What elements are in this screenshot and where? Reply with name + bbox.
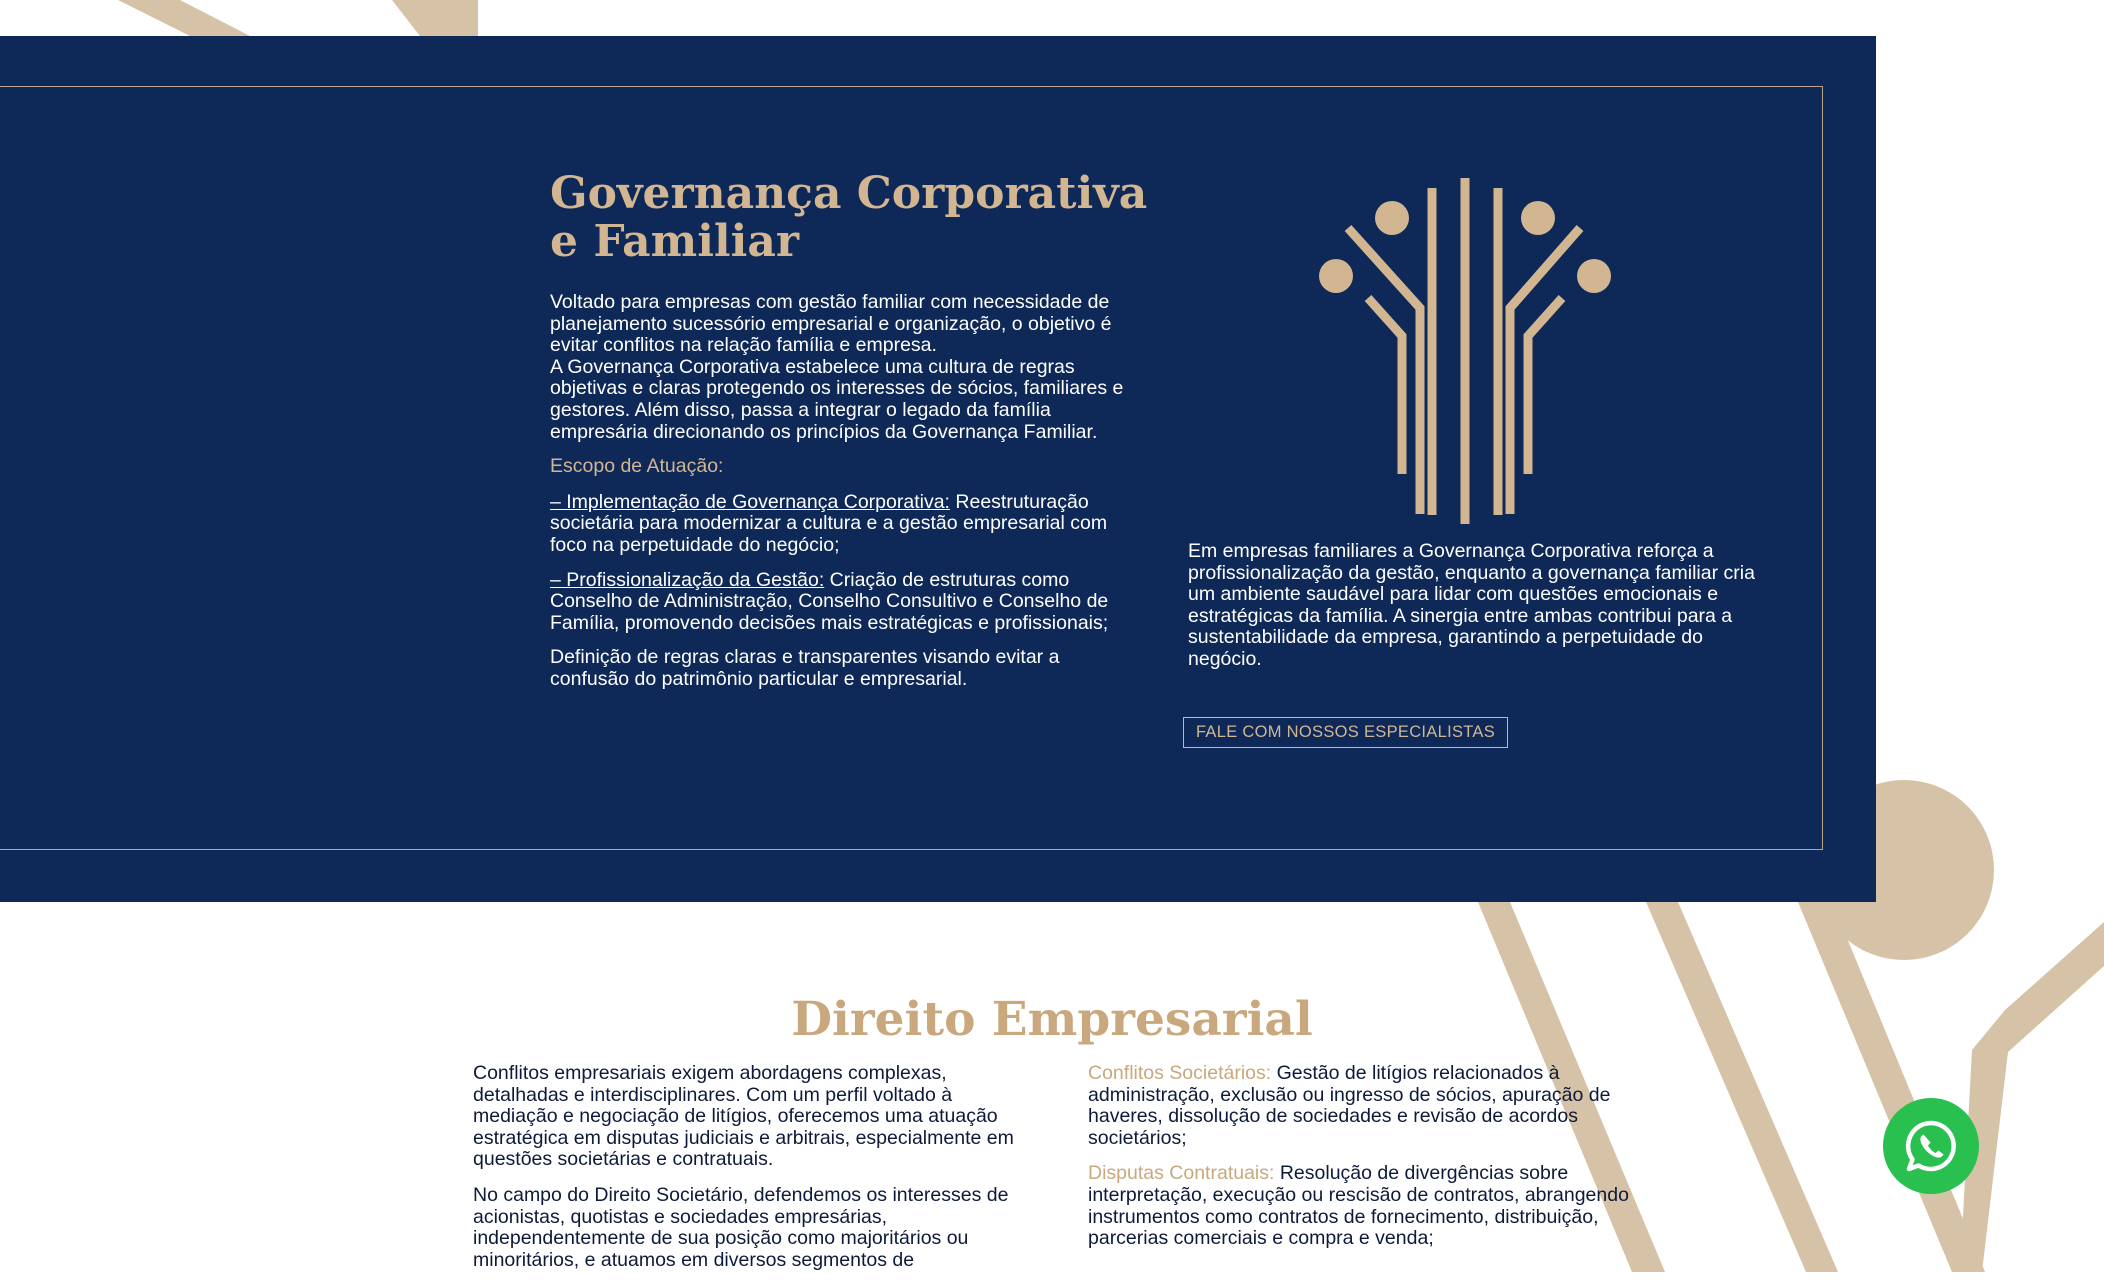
governance-text-column: [550, 292, 1125, 704]
scope-label: Escopo de Atuação:: [550, 455, 724, 478]
governance-title-line1: Governança Corporativa: [550, 168, 1148, 219]
scope-item-management-professionalization: [550, 570, 1125, 635]
practice-item-contract-disputes: [1088, 1163, 1648, 1249]
practice-item-heading: Disputas Contratuais:: [1088, 1162, 1275, 1185]
direito-empresarial-title: Direito Empresarial: [791, 992, 1313, 1047]
governance-intro: [550, 292, 1125, 443]
direito-empresarial-paragraph-2: No campo do Direito Societário, defendemos os interesses de acionistas, quotistas e sociedades empresárias, independentemente de sua posição como majoritários ou minoritários, e atuamos em diversos segmentos de: [473, 1183, 1009, 1271]
whatsapp-button[interactable]: [1883, 1098, 1979, 1194]
governance-title: [550, 170, 1190, 266]
practice-item-corporate-disputes: [1088, 1063, 1648, 1149]
talk-to-specialists-button[interactable]: FALE COM NOSSOS ESPECIALISTAS: [1183, 717, 1508, 748]
scope-item-heading: – Profissionalização da Gestão:: [550, 568, 825, 591]
governance-title-line2: e Familiar: [550, 216, 800, 267]
top-left-diagonal-stripes: [118, 0, 478, 36]
practice-item-text: Resolução de divergências sobre interpretação, execução ou rescisão de contratos, abrangendo instrumentos como contratos de fornecimento, distribuição, parcerias comerciais e compra e venda;: [1088, 1162, 1629, 1250]
governance-right-paragraph: Em empresas familiares a Governança Corporativa reforça a profissionalização da gestão, enquanto a governança familiar cria um ambiente saudável para lidar com questões emocionais e estratégicas da família. A sinergia entre ambas contribui para a sustentabilidade da empresa, garantindo a perpetuidade do negócio.: [1188, 540, 1755, 670]
whatsapp-icon: [1901, 1116, 1961, 1176]
scope-item-text: Reestruturação societária para modernizar a cultura e a gestão empresarial com foco na perpetuidade do negócio;: [550, 490, 1108, 556]
scope-item-heading: – Implementação de Governança Corporativa:: [550, 490, 950, 513]
direito-empresarial-left-column: [473, 1063, 1018, 1285]
practice-item-text: Gestão de litígios relacionados à administração, exclusão ou ingresso de sócios, apuração de haveres, dissolução de sociedades e revisão de acordos societários;: [1088, 1062, 1611, 1149]
direito-empresarial-paragraph-1: Conflitos empresariais exigem abordagens complexas, detalhadas e interdisciplinares. Com um perfil voltado à mediação e negociação de litígios, oferecemos uma atuação estratégica em disputas judiciais e arbitrais, especialmente em questões societárias e contratuais.: [473, 1062, 1014, 1171]
governance-intro-1: Voltado para empresas com gestão familiar com necessidade de planejamento sucessório empresarial e organização, o objetivo é evitar conflitos na relação família e empresa.: [550, 291, 1112, 357]
scope-item-text: Criação de estruturas como Conselho de Administração, Conselho Consultivo e Conselho de Família, promovendo decisões mais estratégicas e profissionais;: [550, 568, 1109, 634]
practice-item-heading: Conflitos Societários:: [1088, 1062, 1272, 1084]
governance-intro-2: A Governança Corporativa estabelece uma cultura de regras objetivas e claras protegendo os interesses de sócios, familiares e gestores. Além disso, passa a integrar o legado da família empresária direcionando os princípios da Governança Familiar.: [550, 355, 1124, 443]
family-tree-emblem-icon: [1310, 170, 1630, 530]
scope-closing-text: Definição de regras claras e transparentes visando evitar a confusão do patrimônio particular e empresarial.: [550, 646, 1060, 690]
scope-item-governance-implementation: [550, 492, 1125, 557]
direito-empresarial-right-column: [1088, 1063, 1648, 1264]
